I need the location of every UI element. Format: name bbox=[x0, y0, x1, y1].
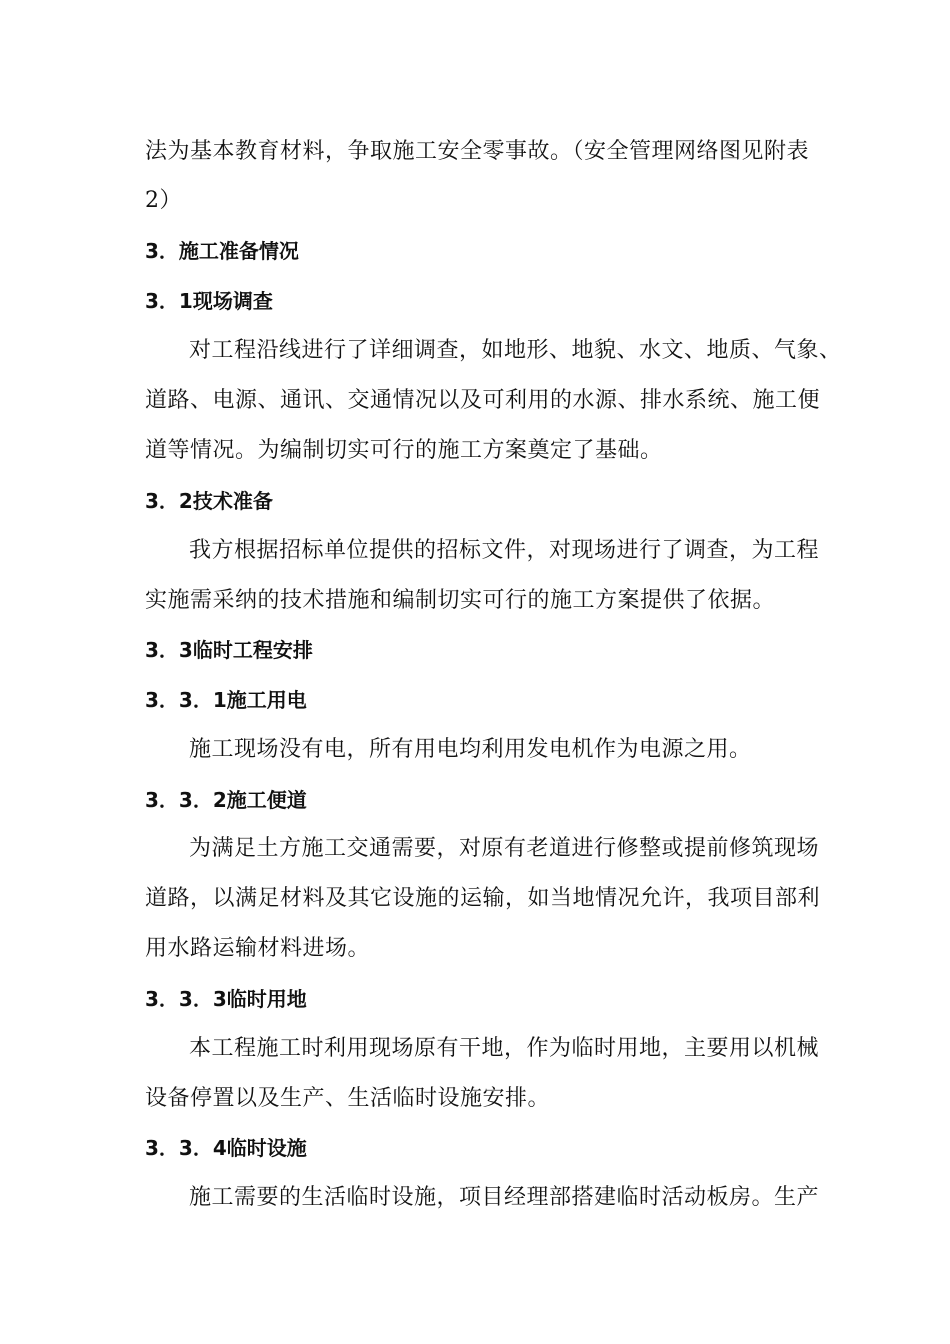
subsection-heading: 3．3．2施工便道 bbox=[145, 788, 307, 812]
section-heading: 3．施工准备情况 bbox=[145, 239, 299, 263]
body-text-line: 道等情况。为编制切实可行的施工方案奠定了基础。 bbox=[145, 438, 663, 463]
subsection-heading: 3．2技术准备 bbox=[145, 489, 273, 513]
subsection-heading: 3．3．1施工用电 bbox=[145, 688, 307, 712]
body-text-line: 实施需采纳的技术措施和编制切实可行的施工方案提供了依据。 bbox=[145, 588, 776, 613]
subsection-heading: 3．3．4临时设施 bbox=[145, 1136, 307, 1160]
subsection-heading: 3．3．3临时用地 bbox=[145, 987, 307, 1011]
body-text-line: 法为基本教育材料，争取施工安全零事故。（安全管理网络图见附表 bbox=[145, 139, 810, 164]
paragraph-first-line: 施工需要的生活临时设施，项目经理部搭建临时活动板房。生产 bbox=[189, 1185, 820, 1210]
body-text-line: 用水路运输材料进场。 bbox=[145, 936, 371, 961]
body-text-line: 道路，以满足材料及其它设施的运输，如当地情况允许，我项目部利 bbox=[145, 886, 821, 911]
paragraph-first-line: 为满足土方施工交通需要，对原有老道进行修整或提前修筑现场 bbox=[189, 836, 820, 861]
paragraph-first-line: 我方根据招标单位提供的招标文件，对现场进行了调查，为工程 bbox=[189, 538, 820, 563]
body-text-line: 2） bbox=[145, 188, 182, 213]
paragraph-first-line: 施工现场没有电，所有用电均利用发电机作为电源之用。 bbox=[189, 737, 752, 762]
body-text-line: 设备停置以及生产、生活临时设施安排。 bbox=[145, 1086, 551, 1111]
body-text-line: 道路、电源、通讯、交通情况以及可利用的水源、排水系统、施工便 bbox=[145, 388, 821, 413]
paragraph-first-line: 对工程沿线进行了详细调查，如地形、地貌、水文、地质、气象、 bbox=[189, 338, 842, 363]
paragraph-first-line: 本工程施工时利用现场原有干地，作为临时用地，主要用以机械 bbox=[189, 1036, 820, 1061]
subsection-heading: 3．1现场调查 bbox=[145, 289, 273, 313]
subsection-heading: 3．3临时工程安排 bbox=[145, 638, 313, 662]
